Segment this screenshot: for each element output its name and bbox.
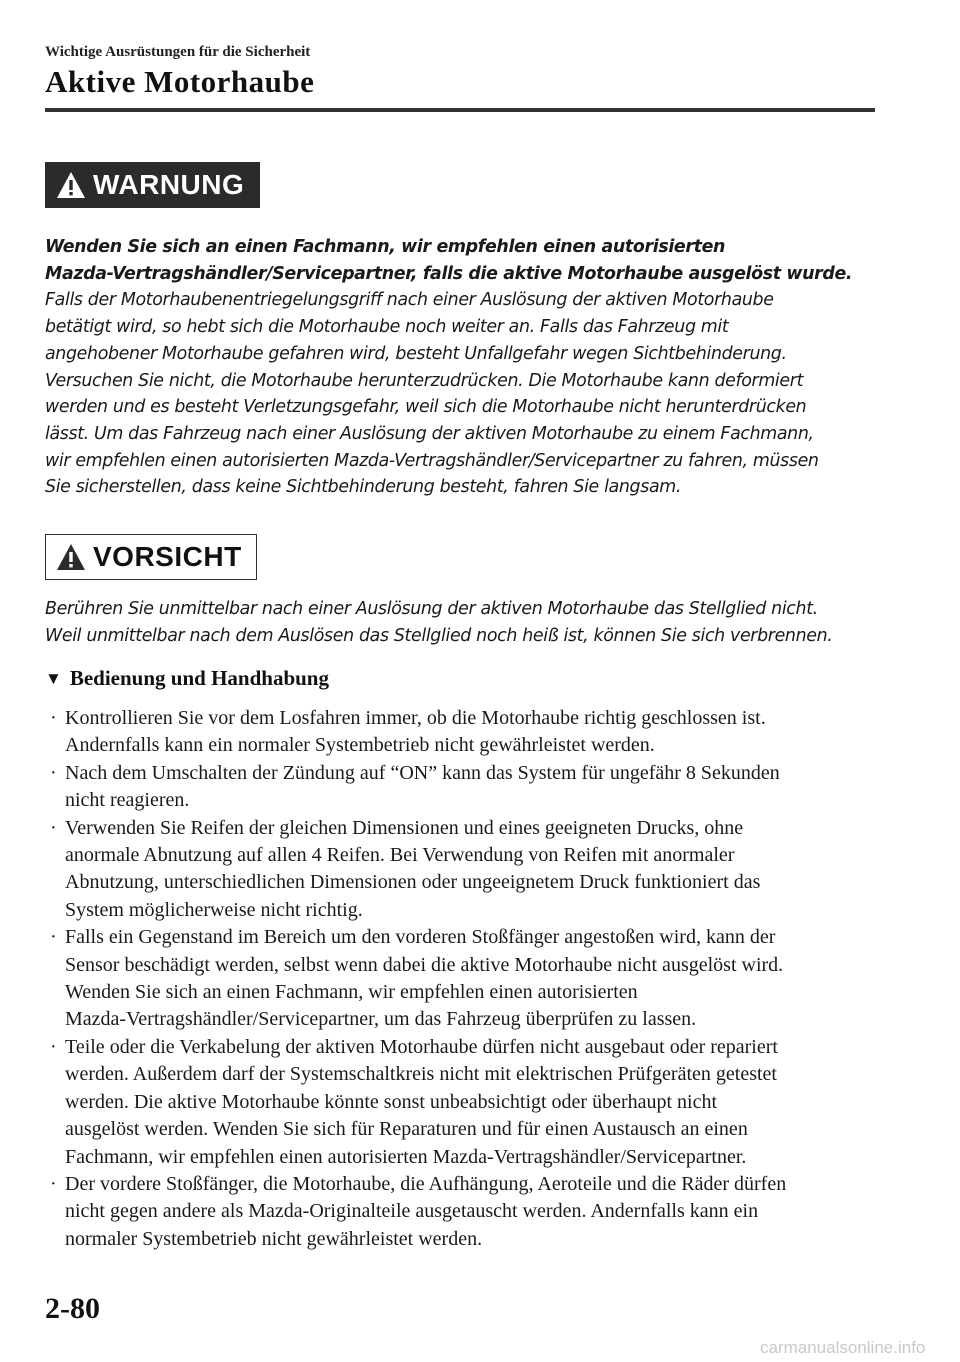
list-item-line: anormale Abnutzung auf allen 4 Reifen. Bei Verwendung von Reifen mit anormaler (65, 844, 735, 867)
list-item-line: Andernfalls kann ein normaler Systembetrieb nicht gewährleistet werden. (65, 734, 655, 757)
bullet-dot: · (50, 926, 57, 949)
section-label: Wichtige Ausrüstungen für die Sicherheit (45, 44, 311, 60)
list-item-line: werden. Die aktive Motorhaube könnte sonst unbeabsichtigt oder überhaupt nicht (65, 1090, 718, 1113)
watermark: carmanualsonline.info (760, 1338, 926, 1357)
list-item (45, 1171, 885, 1253)
warning-line: lässt. Um das Fahrzeug nach einer Auslösung der aktiven Motorhaube zu einem Fachmann, (45, 423, 814, 444)
list-item-line: Teile oder die Verkabelung der aktiven Motorhaube dürfen nicht ausgebaut oder repariert (65, 1035, 778, 1058)
caution-line: Weil unmittelbar nach dem Auslösen das Stellglied noch heiß ist, können Sie sich verbrennen. (45, 625, 833, 646)
list-item-line: Fachmann, wir empfehlen einen autorisierten Mazda-Vertragshändler/Servicepartner. (65, 1145, 747, 1168)
bullet-dot: · (50, 816, 57, 839)
bullet-dot: · (50, 1172, 57, 1195)
list-item (45, 815, 885, 925)
triangle-down-icon: ▼ (45, 668, 62, 688)
bullet-dot: · (50, 761, 57, 784)
warning-line: wir empfehlen einen autorisierten Mazda-Vertragshändler/Servicepartner zu fahren, müssen (45, 450, 819, 471)
list-item (45, 705, 885, 760)
warning-bold-line: Mazda-Vertragshändler/Servicepartner, falls die aktive Motorhaube ausgelöst wurde. (45, 263, 853, 284)
page-title: Aktive Motorhaube (45, 64, 315, 99)
caution-triangle-icon (55, 542, 87, 572)
section-heading (45, 666, 329, 691)
warning-line: Versuchen Sie nicht, die Motorhaube herunterzudrücken. Die Motorhaube kann deformiert (45, 370, 804, 391)
list-item-line: Der vordere Stoßfänger, die Motorhaube, die Aufhängung, Aeroteile und die Räder dürfen (65, 1172, 787, 1195)
list-item-line: System möglicherweise nicht richtig. (65, 898, 363, 921)
bullet-list (45, 705, 885, 1253)
list-item-line: nicht gegen andere als Mazda-Originalteile ausgetauscht werden. Andernfalls kann ein (65, 1200, 759, 1223)
list-item-line: Abnutzung, unterschiedlichen Dimensionen oder ungeeignetem Druck funktioniert das (65, 871, 761, 894)
warning-line: Sie sicherstellen, dass keine Sichtbehinderung besteht, fahren Sie langsam. (45, 477, 682, 498)
warning-line: betätigt wird, so hebt sich die Motorhaube noch weiter an. Falls das Fahrzeug mit (45, 317, 729, 338)
warning-label: WARNUNG (93, 169, 245, 200)
warning-line: Falls der Motorhaubenentriegelungsgriff nach einer Auslösung der aktiven Motorhaube (45, 290, 774, 311)
list-item-line: Falls ein Gegenstand im Bereich um den vorderen Stoßfänger angestoßen wird, kann der (65, 926, 776, 949)
title-divider (45, 108, 875, 112)
warning-bold-line: Wenden Sie sich an einen Fachmann, wir empfehlen einen autorisierten (45, 237, 726, 257)
list-item-line: Verwenden Sie Reifen der gleichen Dimensionen und eines geeigneten Drucks, ohne (65, 816, 744, 839)
list-item-line: Sensor beschädigt werden, selbst wenn dabei die aktive Motorhaube nicht ausgelöst wird. (65, 953, 784, 976)
list-item (45, 760, 885, 815)
list-item-line: Mazda-Vertragshändler/Servicepartner, um das Fahrzeug überprüfen zu lassen. (65, 1008, 697, 1031)
warning-text (45, 234, 875, 501)
list-item-line: Nach dem Umschalten der Zündung auf “ON” kann das System für ungefähr 8 Sekunden (65, 761, 780, 784)
list-item-line: ausgelöst werden. Wenden Sie sich für Reparaturen und für einen Austausch an einen (65, 1118, 748, 1141)
list-item-line: nicht reagieren. (65, 789, 190, 812)
caution-line: Berühren Sie unmittelbar nach einer Auslösung der aktiven Motorhaube das Stellglied nicht. (45, 599, 818, 619)
list-item-line: normaler Systembetrieb nicht gewährleistet werden. (65, 1227, 483, 1250)
list-item (45, 1034, 885, 1171)
warning-banner (45, 162, 260, 208)
list-item (45, 924, 885, 1034)
warning-line: werden und es besteht Verletzungsgefahr, weil sich die Motorhaube nicht herunterdrücken (45, 397, 807, 418)
list-item-line: Kontrollieren Sie vor dem Losfahren immer, ob die Motorhaube richtig geschlossen ist. (65, 707, 766, 729)
page-number: 2-80 (45, 1292, 100, 1325)
caution-text (45, 596, 885, 649)
caution-banner (45, 534, 257, 580)
bullet-dot: · (50, 707, 57, 729)
section-heading-text: Bedienung und Handhabung (69, 666, 329, 690)
warning-triangle-icon (55, 170, 87, 200)
bullet-dot: · (50, 1035, 57, 1058)
warning-line: angehobener Motorhaube gefahren wird, besteht Unfallgefahr wegen Sichtbehinderung. (45, 343, 787, 364)
list-item-line: werden. Außerdem darf der Systemschaltkreis nicht mit elektrischen Prüfgeräten getestet (65, 1063, 777, 1086)
list-item-line: Wenden Sie sich an einen Fachmann, wir empfehlen einen autorisierten (65, 981, 638, 1004)
caution-label: VORSICHT (93, 541, 242, 572)
